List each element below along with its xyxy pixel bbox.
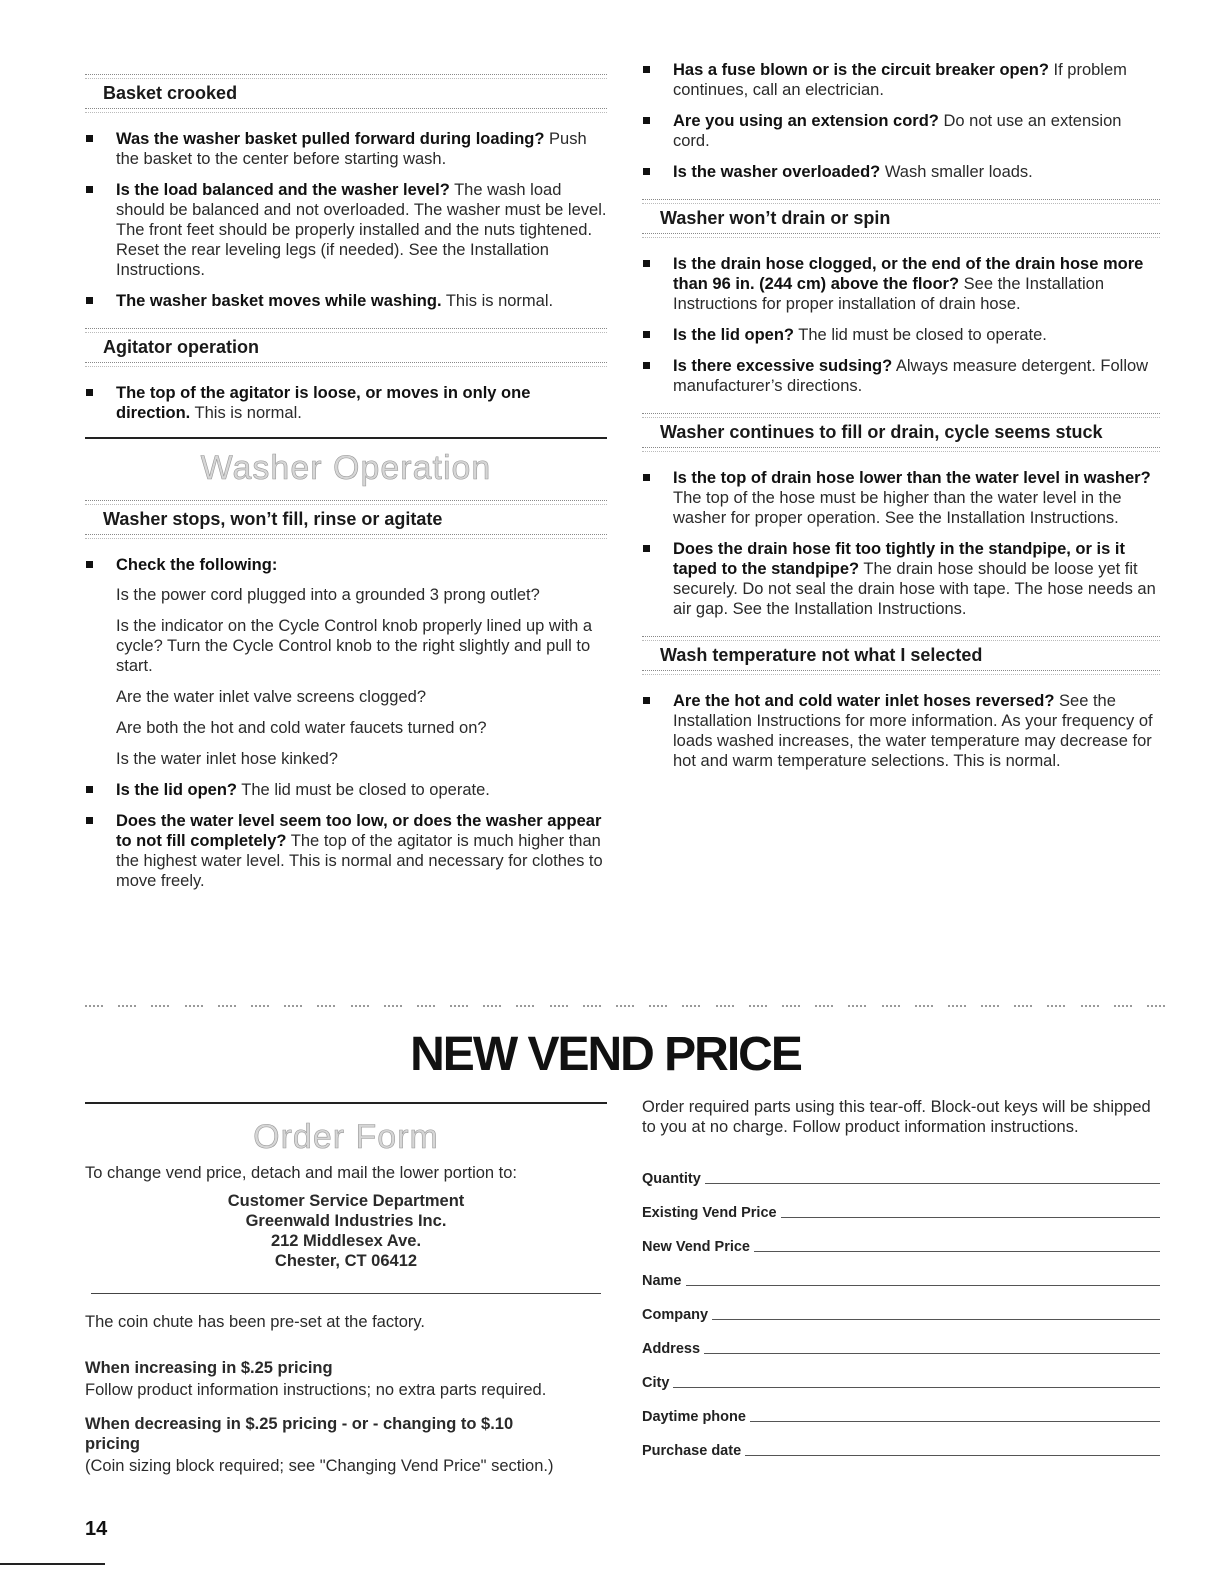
list-item: Are you using an extension cord? Do not use an extension cord.: [642, 111, 1160, 151]
operation-heading: Washer Operation: [200, 449, 492, 487]
quantity-field[interactable]: Quantity: [642, 1153, 1160, 1187]
tear-dash: [516, 1005, 534, 1011]
address-line: 212 Middlesex Ave.: [270, 1232, 422, 1250]
tear-dash: [616, 1005, 634, 1011]
agitator-list: [85, 383, 607, 423]
section-title: Washer stops, won’t fill, rinse or agitate: [103, 509, 443, 529]
tear-dash: [915, 1005, 933, 1011]
address-line: Chester, CT 06412: [274, 1252, 418, 1270]
list-item: Is the top of drain hose lower than the water level in washer? The top of the hose must be higher than the water level in the washer for proper operation. See the Installation Instructions.: [642, 468, 1160, 528]
stops-list-2: [85, 780, 607, 891]
bullet-icon: [643, 117, 650, 124]
tear-dash: [251, 1005, 269, 1011]
bullet-icon: [643, 260, 650, 267]
order-form-heading: Order Form: [253, 1118, 439, 1156]
tear-dash: [682, 1005, 700, 1011]
tear-dash: [1047, 1005, 1065, 1011]
tear-dash: [550, 1005, 568, 1011]
bullet-icon: [643, 474, 650, 481]
bullet-icon: [86, 817, 93, 824]
address-line: Customer Service Department: [227, 1192, 465, 1210]
divider: [91, 1293, 601, 1294]
bullet-icon: [643, 545, 650, 552]
order-right-intro: Order required parts using this tear-off. Block-out keys will be shipped to you at no charge. Follow product information instructions.: [642, 1098, 1151, 1136]
order-fields: [642, 1153, 1160, 1459]
tear-dash: [948, 1005, 966, 1011]
check-item: Is the water inlet hose kinked?: [116, 750, 338, 768]
tear-dash: [1081, 1005, 1099, 1011]
list-item: Is the washer overloaded? Wash smaller loads.: [642, 162, 1160, 182]
section-title: Wash temperature not what I selected: [660, 645, 983, 665]
section-header-temp: [642, 630, 1160, 681]
tear-dash: [284, 1005, 302, 1011]
tear-dash: [649, 1005, 667, 1011]
tear-dash: [848, 1005, 866, 1011]
list-item: Does the water level seem too low, or does the washer appear to not fill completely? The top of the agitator is much higher than the highest water level. This is normal and necessary for clothes to move freely.: [85, 811, 607, 891]
bullet-icon: [86, 186, 93, 193]
bullet-icon: [86, 786, 93, 793]
address-line: Greenwald Industries Inc.: [245, 1212, 447, 1230]
tear-dash: [1114, 1005, 1132, 1011]
list-item: Is the drain hose clogged, or the end of the drain hose more than 96 in. (244 cm) above the floor? See the Installation Instructions for proper installation of drain hose.: [642, 254, 1160, 314]
company-field[interactable]: Company: [642, 1289, 1160, 1323]
section-header-drain: [642, 193, 1160, 244]
tear-off-line: [85, 1002, 1165, 1014]
tear-dash: [317, 1005, 335, 1011]
divider: [85, 1102, 607, 1104]
drain-list: [642, 254, 1160, 396]
list-item: Is the load balanced and the washer level? The wash load should be balanced and not overloaded. The washer must be level. The front feet should be properly installed and the nuts tightened. Reset the rear leveling legs (if needed). See the Installation Instructions.: [85, 180, 607, 280]
check-item: Are both the hot and cold water faucets turned on?: [116, 719, 487, 737]
new-vend-price-banner: NEW VEND PRICE: [410, 1028, 801, 1081]
check-item: Is the power cord plugged into a grounded 3 prong outlet?: [116, 586, 540, 604]
existing-vend-price-field[interactable]: Existing Vend Price: [642, 1187, 1160, 1221]
tear-dash: [151, 1005, 169, 1011]
order-intro: To change vend price, detach and mail the lower portion to:: [85, 1164, 518, 1182]
increase-text: Follow product information instructions; no extra parts required.: [85, 1381, 547, 1399]
tear-dash: [981, 1005, 999, 1011]
check-item: Is the indicator on the Cycle Control knob properly lined up with a cycle? Turn the Cycle Control knob to the right slightly and pull to start.: [116, 617, 593, 675]
address-field[interactable]: Address: [642, 1323, 1160, 1357]
name-field[interactable]: Name: [642, 1255, 1160, 1289]
bullet-icon: [86, 561, 93, 568]
list-item: Has a fuse blown or is the circuit breaker open? If problem continues, call an electrician.: [642, 60, 1160, 100]
bullet-icon: [86, 389, 93, 396]
list-item: Was the washer basket pulled forward during loading? Push the basket to the center before starting wash.: [85, 129, 607, 169]
list-item: Are the hot and cold water inlet hoses reversed? See the Installation Instructions for more information. As your frequency of loads washed increases, the water temperature may decrease for hot and warm temperature selections. This is normal.: [642, 691, 1160, 771]
check-item: Are the water inlet valve screens clogged?: [116, 688, 427, 706]
stops-list: [85, 555, 607, 575]
coin-note: The coin chute has been pre-set at the factory.: [85, 1313, 425, 1331]
tear-dash: [749, 1005, 767, 1011]
tear-dash: [782, 1005, 800, 1011]
section-header-stops: [85, 494, 607, 545]
tear-dash: [85, 1005, 103, 1011]
tear-dash: [583, 1005, 601, 1011]
decrease-title: When decreasing in $.25 pricing - or - changing to $.10 pricing: [85, 1415, 514, 1453]
decrease-text: (Coin sizing block required; see "Changing Vend Price" section.): [85, 1457, 554, 1475]
bullet-icon: [86, 135, 93, 142]
bullet-icon: [643, 362, 650, 369]
tear-dash: [483, 1005, 501, 1011]
tear-dash: [882, 1005, 900, 1011]
section-title: Washer continues to fill or drain, cycle seems stuck: [660, 422, 1103, 442]
basket-list: [85, 129, 607, 311]
bullet-icon: [86, 297, 93, 304]
list-item: The top of the agitator is loose, or moves in only one direction. This is normal.: [85, 383, 607, 423]
right-column: [642, 60, 1160, 782]
tear-dash: [351, 1005, 369, 1011]
list-item: The washer basket moves while washing. This is normal.: [85, 291, 607, 311]
section-title: Basket crooked: [103, 83, 238, 103]
order-form-left: [85, 1102, 607, 1476]
bullet-icon: [643, 66, 650, 73]
list-item: Is the lid open? The lid must be closed to operate.: [642, 325, 1160, 345]
bullet-icon: [643, 168, 650, 175]
tear-dash: [815, 1005, 833, 1011]
list-item: Check the following:: [85, 555, 607, 575]
tear-dash: [218, 1005, 236, 1011]
temp-list: [642, 691, 1160, 771]
stuck-list: [642, 468, 1160, 619]
power-list: [642, 60, 1160, 182]
footer-rule: [0, 1563, 105, 1565]
list-item: Does the drain hose fit too tightly in the standpipe, or is it taped to the standpipe? The drain hose should be loose yet fit securely. Do not seal the drain hose with tape. The hose needs an air gap. See the Installation Instructions.: [642, 539, 1160, 619]
tear-dash: [185, 1005, 203, 1011]
daytime-phone-field[interactable]: Daytime phone: [642, 1391, 1160, 1425]
city-field[interactable]: City: [642, 1357, 1160, 1391]
section-title: Washer won’t drain or spin: [660, 208, 891, 228]
new-vend-price-field[interactable]: New Vend Price: [642, 1221, 1160, 1255]
increase-title: When increasing in $.25 pricing: [85, 1359, 333, 1377]
tear-dash: [1147, 1005, 1165, 1011]
tear-dash: [417, 1005, 435, 1011]
tear-dash: [450, 1005, 468, 1011]
section-header-basket: [85, 68, 607, 119]
purchase-date-field[interactable]: Purchase date: [642, 1425, 1160, 1459]
bullet-icon: [643, 697, 650, 704]
bullet-icon: [643, 331, 650, 338]
list-item: Is there excessive sudsing? Always measure detergent. Follow manufacturer’s directions.: [642, 356, 1160, 396]
tear-dash: [716, 1005, 734, 1011]
tear-dash: [118, 1005, 136, 1011]
tear-dash: [1014, 1005, 1032, 1011]
section-header-agitator: [85, 322, 607, 373]
list-item: Is the lid open? The lid must be closed to operate.: [85, 780, 607, 800]
left-column: [85, 68, 607, 902]
order-form-right: [642, 1097, 1160, 1459]
page-number: 14: [85, 1518, 108, 1540]
section-title: Agitator operation: [103, 337, 259, 357]
tear-dash: [384, 1005, 402, 1011]
section-header-stuck: [642, 407, 1160, 458]
divider: [85, 437, 607, 439]
